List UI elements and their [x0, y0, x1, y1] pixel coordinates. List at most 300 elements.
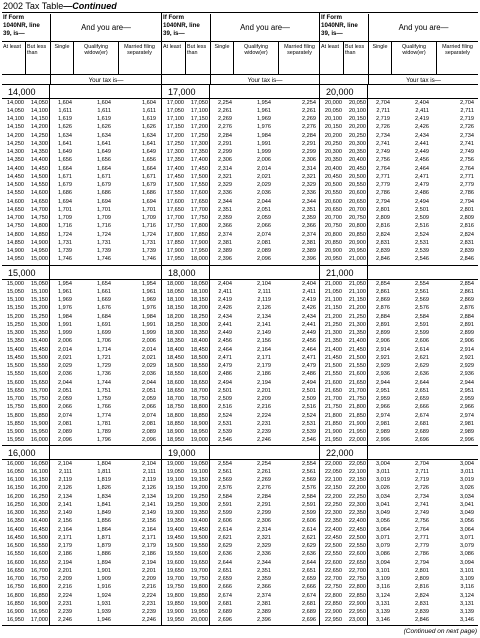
married-separate-tax-cell: 2,561 — [302, 469, 316, 475]
at-least-cell: 14,300 — [6, 149, 24, 155]
but-less-than-cell: 18,300 — [190, 322, 208, 328]
widow-tax-cell: 1,946 — [97, 617, 111, 623]
single-tax-cell: 2,224 — [58, 593, 72, 599]
widow-tax-cell: 2,771 — [415, 535, 429, 541]
single-tax-cell: 3,094 — [376, 560, 390, 566]
and-you-are-label: And you are— — [210, 14, 319, 41]
single-tax-cell: 2,891 — [376, 322, 390, 328]
table-row — [162, 222, 319, 230]
at-least-cell: 20,100 — [324, 116, 342, 122]
but-less-than-cell: 15,750 — [30, 396, 48, 402]
table-row — [2, 148, 161, 156]
married-separately-header: Married filing separately — [118, 42, 160, 75]
at-least-cell: 20,600 — [324, 199, 342, 205]
but-less-than-cell: 15,100 — [30, 289, 48, 295]
but-less-than-cell: 20,300 — [348, 141, 366, 147]
at-least-cell: 18,400 — [166, 347, 184, 353]
widow-tax-cell: 2,644 — [415, 380, 429, 386]
table-row — [2, 501, 161, 509]
single-tax-cell: 2,366 — [218, 223, 232, 229]
single-tax-cell: 2,134 — [58, 494, 72, 500]
column-header — [2, 13, 161, 85]
married-separate-tax-cell: 2,479 — [302, 363, 316, 369]
table-row — [2, 484, 161, 492]
single-tax-cell: 2,149 — [58, 510, 72, 516]
at-least-cell: 16,750 — [6, 584, 24, 590]
but-less-than-cell: 20,550 — [348, 182, 366, 188]
married-separate-tax-cell: 2,884 — [460, 314, 474, 320]
married-separately-header: Married filing separately — [278, 42, 320, 75]
but-less-than-cell: 17,300 — [190, 141, 208, 147]
qualifying-widow-header: Qualifying widow(er) — [391, 42, 436, 75]
but-less-than-cell: 21,700 — [348, 388, 366, 394]
but-less-than-cell: 18,450 — [190, 347, 208, 353]
but-less-than-cell: 16,850 — [30, 593, 48, 599]
single-tax-cell: 2,374 — [218, 232, 232, 238]
table-row — [320, 403, 478, 411]
married-separate-tax-cell: 2,179 — [142, 543, 156, 549]
widow-tax-cell: 2,689 — [415, 429, 429, 435]
but-less-than-cell: 21,650 — [348, 380, 366, 386]
widow-tax-cell: 2,464 — [415, 166, 429, 172]
married-separate-tax-cell: 2,809 — [460, 215, 474, 221]
widow-tax-cell: 2,531 — [415, 240, 429, 246]
single-tax-cell: 1,954 — [58, 281, 72, 287]
at-least-cell: 21,750 — [324, 404, 342, 410]
widow-tax-cell: 2,306 — [257, 518, 271, 524]
at-least-cell: 18,750 — [166, 404, 184, 410]
at-least-cell: 16,550 — [6, 551, 24, 557]
married-separate-tax-cell: 2,771 — [460, 174, 474, 180]
at-least-cell: 18,050 — [166, 289, 184, 295]
at-least-cell: 19,800 — [166, 593, 184, 599]
table-row — [162, 140, 319, 148]
and-you-are-label: And you are— — [368, 14, 478, 41]
widow-tax-cell: 1,871 — [97, 535, 111, 541]
at-least-cell: 22,500 — [324, 543, 342, 549]
married-separate-tax-cell: 2,051 — [142, 388, 156, 394]
widow-tax-cell: 1,739 — [97, 248, 111, 254]
at-least-cell: 22,300 — [324, 510, 342, 516]
single-tax-cell: 2,164 — [58, 527, 72, 533]
single-tax-cell: 2,051 — [58, 388, 72, 394]
widow-tax-cell: 2,546 — [415, 256, 429, 262]
single-tax-cell: 2,089 — [58, 429, 72, 435]
but-less-than-header: But less than — [25, 42, 50, 75]
table-row — [162, 370, 319, 378]
single-tax-cell: 3,086 — [376, 551, 390, 557]
but-less-than-cell: 20,750 — [348, 215, 366, 221]
at-least-cell: 22,550 — [324, 551, 342, 557]
table-row — [162, 395, 319, 403]
married-separate-tax-cell: 2,441 — [302, 322, 316, 328]
single-tax-cell: 2,486 — [218, 371, 232, 377]
widow-tax-cell: 1,819 — [97, 477, 111, 483]
but-less-than-cell: 14,650 — [30, 199, 48, 205]
at-least-cell: 17,250 — [166, 141, 184, 147]
widow-tax-cell: 2,089 — [257, 248, 271, 254]
at-least-cell: 21,250 — [324, 322, 342, 328]
married-separate-tax-cell: 2,291 — [302, 141, 316, 147]
but-less-than-cell: 16,400 — [30, 518, 48, 524]
at-least-cell: 14,650 — [6, 207, 24, 213]
table-row — [162, 583, 319, 591]
at-least-cell: 15,650 — [6, 388, 24, 394]
married-separate-tax-cell: 2,734 — [460, 133, 474, 139]
at-least-cell: 20,350 — [324, 157, 342, 163]
widow-tax-cell: 1,834 — [97, 494, 111, 500]
married-separate-tax-cell: 2,929 — [460, 363, 474, 369]
at-least-cell: 16,450 — [6, 535, 24, 541]
table-row — [162, 337, 319, 345]
single-tax-cell: 2,554 — [218, 461, 232, 467]
table-row — [2, 575, 161, 583]
header-spacer — [2, 74, 50, 85]
row-group — [162, 460, 319, 493]
single-tax-cell: 2,216 — [58, 584, 72, 590]
table-row — [320, 600, 478, 608]
single-tax-cell: 2,479 — [218, 363, 232, 369]
but-less-than-cell: 15,200 — [30, 305, 48, 311]
table-row — [2, 379, 161, 387]
single-tax-cell: 2,771 — [376, 174, 390, 180]
single-tax-cell: 2,066 — [58, 404, 72, 410]
married-separate-tax-cell: 1,641 — [142, 141, 156, 147]
but-less-than-cell: 20,100 — [348, 108, 366, 114]
row-group — [2, 526, 161, 559]
single-tax-cell: 1,724 — [58, 232, 72, 238]
table-row — [162, 379, 319, 387]
married-separate-tax-cell: 2,209 — [142, 576, 156, 582]
tax-table-panel — [2, 13, 161, 626]
table-row — [162, 304, 319, 312]
at-least-cell: 19,200 — [166, 494, 184, 500]
table-row — [320, 484, 478, 492]
single-tax-cell: 1,656 — [58, 157, 72, 163]
single-tax-cell: 2,689 — [218, 609, 232, 615]
single-tax-cell: 2,524 — [218, 413, 232, 419]
married-separate-tax-cell: 2,966 — [460, 404, 474, 410]
at-least-cell: 14,750 — [6, 223, 24, 229]
at-least-cell: 14,250 — [6, 141, 24, 147]
widow-tax-cell: 2,111 — [257, 289, 271, 295]
but-less-than-cell: 16,950 — [30, 609, 48, 615]
table-row — [162, 280, 319, 288]
tax-table — [2, 12, 478, 626]
married-separate-tax-cell: 3,139 — [460, 609, 474, 615]
at-least-cell: 20,300 — [324, 149, 342, 155]
widow-tax-cell: 1,649 — [97, 149, 111, 155]
widow-tax-cell: 2,366 — [257, 584, 271, 590]
widow-tax-cell: 1,991 — [257, 141, 271, 147]
at-least-cell: 21,050 — [324, 289, 342, 295]
widow-tax-cell: 1,724 — [97, 232, 111, 238]
but-less-than-cell: 20,450 — [348, 166, 366, 172]
table-row — [2, 387, 161, 395]
at-least-cell: 15,750 — [6, 404, 24, 410]
at-least-cell: 20,700 — [324, 215, 342, 221]
table-row — [162, 550, 319, 558]
widow-tax-cell: 2,411 — [415, 108, 429, 114]
widow-tax-cell: 1,841 — [97, 502, 111, 508]
table-row — [320, 370, 478, 378]
at-least-cell: 14,800 — [6, 232, 24, 238]
table-row — [162, 115, 319, 123]
single-tax-cell: 2,876 — [376, 305, 390, 311]
but-less-than-cell: 22,400 — [348, 518, 366, 524]
single-tax-cell: 1,641 — [58, 141, 72, 147]
widow-tax-cell: 1,849 — [97, 510, 111, 516]
but-less-than-cell: 14,100 — [30, 108, 48, 114]
row-group — [320, 198, 478, 231]
but-less-than-cell: 15,700 — [30, 388, 48, 394]
table-row — [2, 214, 161, 222]
but-less-than-cell: 15,450 — [30, 347, 48, 353]
widow-tax-cell: 2,524 — [415, 232, 429, 238]
table-body — [2, 85, 161, 625]
married-separate-tax-cell: 1,999 — [142, 330, 156, 336]
table-row — [320, 428, 478, 436]
block-heading: 16,000 — [2, 446, 161, 460]
widow-tax-cell: 2,621 — [415, 355, 429, 361]
single-tax-cell: 2,494 — [218, 380, 232, 386]
but-less-than-cell: 18,650 — [190, 380, 208, 386]
table-row — [320, 321, 478, 329]
table-row — [2, 247, 161, 255]
single-tax-cell: 3,116 — [376, 584, 390, 590]
at-least-cell: 18,250 — [166, 322, 184, 328]
table-row — [162, 255, 319, 263]
table-row — [2, 206, 161, 214]
single-tax-cell: 2,299 — [218, 149, 232, 155]
at-least-cell: 14,550 — [6, 190, 24, 196]
widow-tax-cell: 2,186 — [257, 371, 271, 377]
married-separate-tax-cell: 2,381 — [302, 240, 316, 246]
widow-tax-cell: 2,329 — [257, 543, 271, 549]
at-least-cell: 17,550 — [166, 190, 184, 196]
but-less-than-cell: 19,850 — [190, 593, 208, 599]
at-least-cell: 14,700 — [6, 215, 24, 221]
married-separate-tax-cell: 1,739 — [142, 248, 156, 254]
single-tax-cell: 2,321 — [218, 174, 232, 180]
table-row — [2, 156, 161, 164]
married-separate-tax-cell: 1,969 — [142, 297, 156, 303]
single-tax-cell: 2,104 — [58, 461, 72, 467]
at-least-cell: 14,200 — [6, 133, 24, 139]
table-row — [320, 255, 478, 263]
single-tax-cell: 2,681 — [218, 601, 232, 607]
at-least-cell: 20,250 — [324, 141, 342, 147]
table-row — [162, 517, 319, 525]
but-less-than-cell: 14,350 — [30, 149, 48, 155]
but-less-than-cell: 15,900 — [30, 421, 48, 427]
but-less-than-cell: 22,350 — [348, 510, 366, 516]
widow-tax-cell: 2,321 — [257, 535, 271, 541]
but-less-than-cell: 22,250 — [348, 494, 366, 500]
widow-tax-cell: 1,626 — [97, 124, 111, 130]
single-tax-cell: 2,141 — [58, 502, 72, 508]
single-tax-cell: 2,756 — [376, 157, 390, 163]
table-row — [320, 165, 478, 173]
table-row — [320, 239, 478, 247]
widow-tax-cell: 1,691 — [97, 322, 111, 328]
married-separate-tax-cell: 2,749 — [460, 149, 474, 155]
married-separate-tax-cell: 2,689 — [302, 609, 316, 615]
at-least-cell: 14,600 — [6, 199, 24, 205]
table-row — [162, 296, 319, 304]
single-tax-cell: 2,696 — [218, 617, 232, 623]
but-less-than-cell: 21,850 — [348, 413, 366, 419]
widow-tax-cell: 2,509 — [415, 215, 429, 221]
widow-tax-cell: 1,879 — [97, 543, 111, 549]
at-least-cell: 22,000 — [324, 461, 342, 467]
but-less-than-cell: 21,500 — [348, 355, 366, 361]
at-least-cell: 19,500 — [166, 543, 184, 549]
widow-tax-cell: 2,201 — [257, 388, 271, 394]
at-least-cell: 19,900 — [166, 609, 184, 615]
but-less-than-cell: 16,650 — [30, 560, 48, 566]
but-less-than-cell: 19,350 — [190, 510, 208, 516]
widow-tax-cell: 2,404 — [415, 100, 429, 106]
at-least-cell: 19,700 — [166, 576, 184, 582]
table-row — [320, 181, 478, 189]
widow-tax-cell: 2,006 — [257, 157, 271, 163]
income-block — [2, 265, 161, 445]
but-less-than-cell: 22,900 — [348, 601, 366, 607]
married-separate-tax-cell: 2,869 — [460, 297, 474, 303]
table-row — [320, 173, 478, 181]
at-least-cell: 21,800 — [324, 413, 342, 419]
table-row — [162, 165, 319, 173]
widow-tax-cell: 1,611 — [97, 108, 111, 114]
at-least-cell: 22,650 — [324, 568, 342, 574]
table-row — [320, 99, 478, 107]
widow-tax-cell: 1,604 — [97, 100, 111, 106]
your-tax-label: Your tax is— — [368, 74, 478, 85]
row-group — [320, 412, 478, 445]
married-separate-tax-cell: 2,149 — [142, 510, 156, 516]
widow-tax-cell: 2,014 — [257, 166, 271, 172]
at-least-cell: 16,950 — [6, 617, 24, 623]
but-less-than-cell: 21,800 — [348, 404, 366, 410]
widow-tax-cell: 2,381 — [257, 601, 271, 607]
but-less-than-cell: 14,700 — [30, 207, 48, 213]
single-tax-cell: 2,711 — [376, 108, 390, 114]
single-tax-cell: 2,081 — [58, 421, 72, 427]
married-separate-tax-cell: 2,554 — [302, 461, 316, 467]
but-less-than-cell: 16,800 — [30, 584, 48, 590]
at-least-cell: 15,600 — [6, 380, 24, 386]
table-row — [2, 296, 161, 304]
single-tax-cell: 2,591 — [218, 502, 232, 508]
but-less-than-cell: 22,000 — [348, 437, 366, 443]
row-group — [2, 379, 161, 412]
table-row — [2, 123, 161, 131]
married-separate-tax-cell: 2,899 — [460, 330, 474, 336]
at-least-cell: 20,450 — [324, 174, 342, 180]
married-separate-tax-cell: 2,501 — [302, 388, 316, 394]
but-less-than-cell: 17,600 — [190, 190, 208, 196]
and-you-are-label: And you are— — [50, 14, 161, 41]
married-separate-tax-cell: 2,261 — [302, 108, 316, 114]
at-least-cell: 20,200 — [324, 133, 342, 139]
table-row — [162, 608, 319, 616]
but-less-than-cell: 18,800 — [190, 404, 208, 410]
single-tax-cell: 2,449 — [218, 330, 232, 336]
widow-tax-cell: 2,809 — [415, 576, 429, 582]
table-row — [2, 165, 161, 173]
at-least-cell: 17,400 — [166, 166, 184, 172]
single-tax-cell: 2,404 — [218, 281, 232, 287]
widow-tax-cell: 1,634 — [97, 133, 111, 139]
married-separate-tax-cell: 2,351 — [302, 207, 316, 213]
but-less-than-cell: 14,250 — [30, 133, 48, 139]
at-least-cell: 20,400 — [324, 166, 342, 172]
but-less-than-cell: 14,200 — [30, 124, 48, 130]
married-separate-tax-cell: 3,131 — [460, 601, 474, 607]
married-separate-tax-cell: 2,494 — [302, 380, 316, 386]
married-separate-tax-cell: 3,094 — [460, 560, 474, 566]
married-separate-tax-cell: 1,984 — [142, 314, 156, 320]
at-least-cell: 22,900 — [324, 609, 342, 615]
table-row — [2, 173, 161, 181]
table-row — [2, 476, 161, 484]
widow-tax-cell: 1,811 — [97, 469, 111, 475]
at-least-cell: 21,650 — [324, 388, 342, 394]
table-row — [320, 123, 478, 131]
but-less-than-cell: 22,100 — [348, 469, 366, 475]
single-tax-cell: 2,584 — [218, 494, 232, 500]
at-least-cell: 16,000 — [6, 461, 24, 467]
but-less-than-cell: 20,050 — [348, 100, 366, 106]
at-least-cell: 16,800 — [6, 593, 24, 599]
married-separate-tax-cell: 2,846 — [460, 256, 474, 262]
married-separate-tax-cell: 2,329 — [302, 182, 316, 188]
but-less-than-cell: 16,600 — [30, 551, 48, 557]
married-separate-tax-cell: 3,026 — [460, 485, 474, 491]
at-least-cell: 17,600 — [166, 199, 184, 205]
at-least-cell: 17,150 — [166, 124, 184, 130]
table-row — [320, 420, 478, 428]
widow-tax-cell: 2,359 — [257, 576, 271, 582]
married-separate-tax-cell: 2,696 — [302, 617, 316, 623]
married-separate-tax-cell: 2,134 — [142, 494, 156, 500]
row-group — [320, 493, 478, 526]
table-row — [320, 592, 478, 600]
at-least-cell: 21,700 — [324, 396, 342, 402]
table-row — [162, 559, 319, 567]
table-row — [320, 132, 478, 140]
married-separate-tax-cell: 2,104 — [142, 461, 156, 467]
income-block — [320, 265, 478, 445]
single-tax-cell: 2,044 — [58, 380, 72, 386]
but-less-than-cell: 18,350 — [190, 330, 208, 336]
table-row — [162, 214, 319, 222]
row-group — [2, 346, 161, 379]
table-row — [2, 542, 161, 550]
married-separate-tax-cell: 1,634 — [142, 133, 156, 139]
widow-tax-cell: 2,044 — [257, 199, 271, 205]
married-separate-tax-cell: 2,096 — [142, 437, 156, 443]
row-group — [320, 231, 478, 264]
married-separate-tax-cell: 1,694 — [142, 199, 156, 205]
at-least-cell: 15,000 — [6, 281, 24, 287]
single-tax-cell: 3,026 — [376, 485, 390, 491]
table-row — [320, 206, 478, 214]
married-separate-tax-cell: 2,546 — [302, 437, 316, 443]
single-tax-cell: 1,709 — [58, 215, 72, 221]
single-header: Single — [50, 42, 73, 75]
